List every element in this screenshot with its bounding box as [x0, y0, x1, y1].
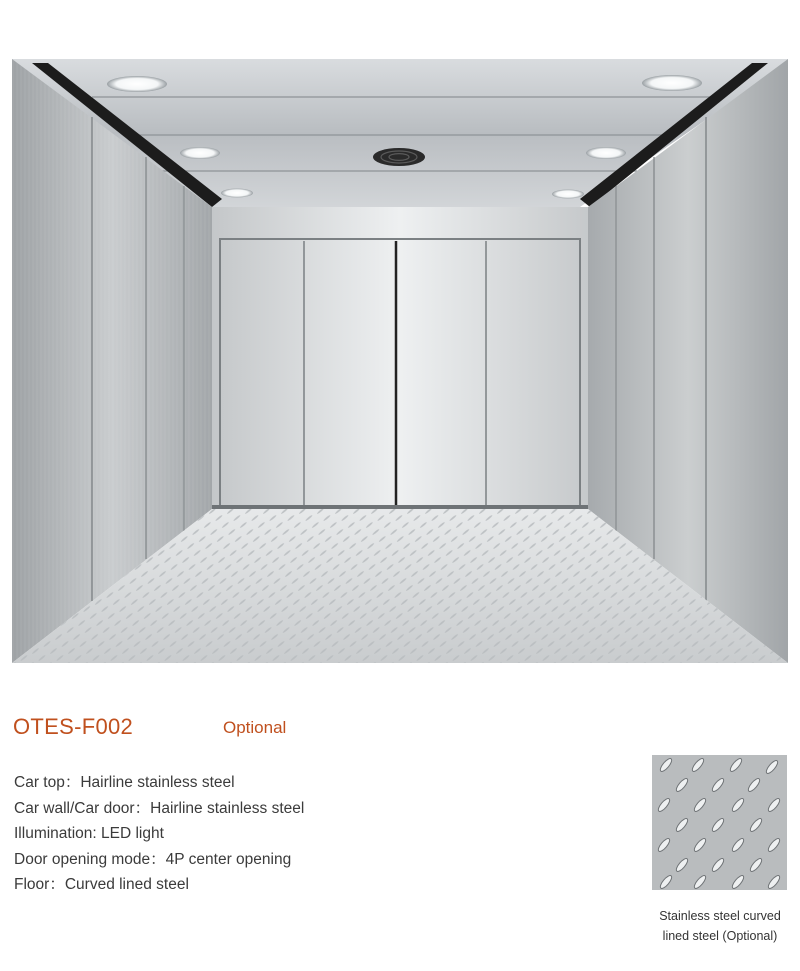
spec-value: LED light [101, 825, 164, 843]
spec-label: Car top [14, 774, 65, 791]
elevator-interior-image [12, 59, 788, 663]
spec-value: Curved lined steel [64, 876, 189, 894]
spec-floor [14, 872, 304, 898]
model-code: OTES-F002 [13, 714, 134, 739]
swatch-caption [640, 906, 800, 946]
spec-label: Door opening mode [14, 850, 151, 868]
floor-material-swatch [652, 755, 787, 890]
spec-label: Car wall/Car door [14, 799, 135, 817]
spec-door-mode [14, 847, 304, 873]
spec-separator: ： [64, 774, 81, 791]
spec-car-top [14, 770, 304, 796]
swatch-caption-line1: Stainless steel curved [659, 909, 781, 923]
spec-separator: ： [134, 799, 151, 817]
spec-label: Illumination [14, 825, 93, 843]
spec-label: Floor [14, 876, 50, 894]
spec-value: 4P center opening [165, 850, 292, 868]
spec-separator: : [92, 825, 102, 843]
swatch-caption-line2: lined steel (Optional) [662, 929, 778, 943]
spec-car-wall [14, 796, 304, 822]
spec-separator: ： [49, 876, 65, 894]
spec-value: Hairline stainless steel [150, 799, 305, 817]
optional-label: Optional [223, 718, 287, 737]
spec-list [14, 770, 304, 898]
spec-value: Hairline stainless steel [80, 774, 235, 791]
spec-illumination [14, 821, 304, 847]
spec-separator: ： [150, 850, 166, 868]
